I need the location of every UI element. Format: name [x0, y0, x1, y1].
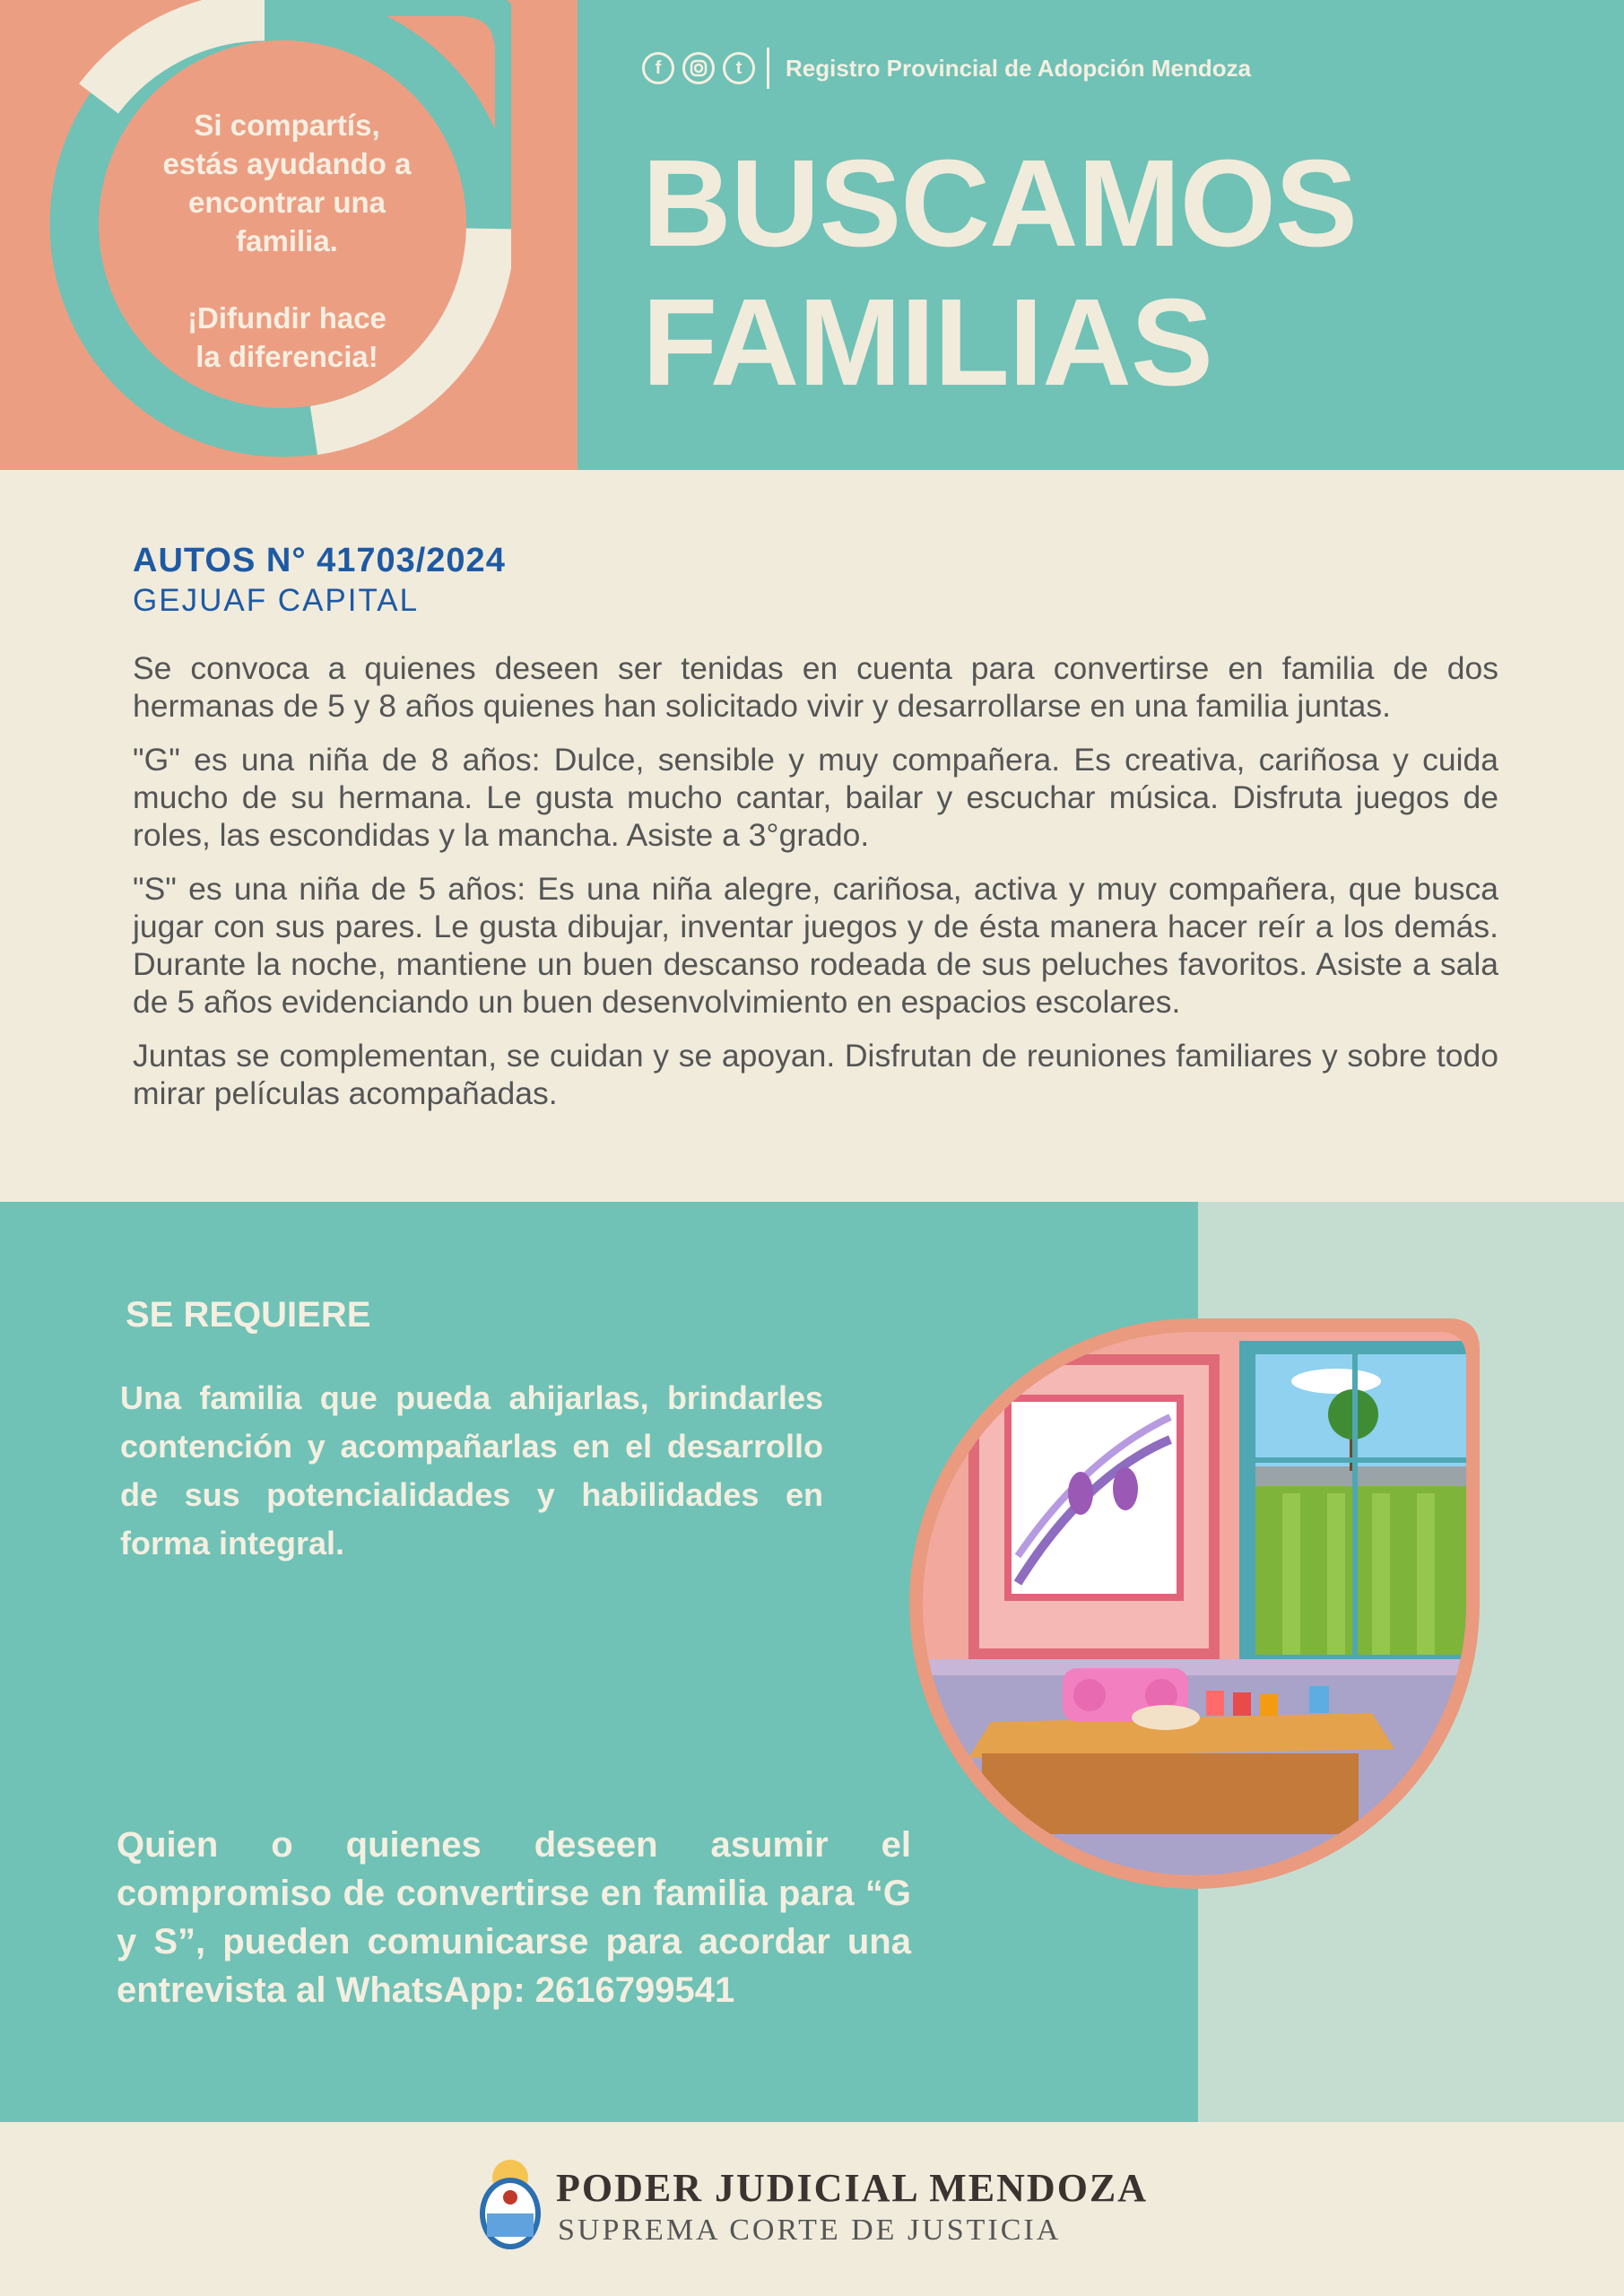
promo-line: familia. — [236, 224, 338, 257]
org-name: PODER JUDICIAL MENDOZA — [556, 2166, 1149, 2210]
promo-line: encontrar una — [187, 186, 386, 219]
court-name: GEJUAF CAPITAL — [133, 583, 420, 618]
court-emblem-icon — [475, 2152, 545, 2251]
divider — [767, 48, 769, 89]
twitter-icon[interactable]: t — [723, 52, 755, 84]
registro-label: Registro Provincial de Adopción Mendoza — [786, 54, 1252, 82]
case-number: AUTOS N° 41703/2024 — [133, 542, 506, 579]
promo-message — [135, 106, 439, 376]
paragraph: Se convoca a quienes deseen ser tenidas en cuenta para convertirse en familia de dos hermanas de 5 y 8 años quienes han solicitado vivir y desarrollarse en una familia juntas. — [133, 650, 1498, 724]
requirement-title: SE REQUIERE — [126, 1295, 371, 1335]
contact-text: Quien o quienes deseen asumir el compromiso de convertirse en familia para “G y S”, pueden comunicarse para acordar una entrevista al WhatsApp: 2616799541 — [117, 1825, 911, 2010]
paragraph: "S" es una niña de 5 años: Es una niña alegre, cariñosa, activa y muy compañera, que busca jugar con sus pares. Le gusta dibujar, inventar juegos y de ésta manera hacer reír a los demás. Durante la noche, mantiene un buen descanso rodeada de sus peluches favoritos. Asiste a sala de 5 años evidenciando un buen desenvolvimiento en espacios escolares. — [133, 871, 1498, 1020]
case-description — [133, 649, 1498, 1128]
promo-line: estás ayudando a — [162, 147, 412, 180]
requirement-text: Una familia que pueda ahijarlas, brindarles contención y acompañarlas en el desarrollo de sus potencialidades y habilidades en forma integral. — [120, 1379, 823, 1561]
social-bar — [642, 50, 1251, 86]
promo-line: Si compartís, — [194, 109, 380, 142]
page-title — [642, 135, 1593, 413]
promo-panel — [0, 0, 578, 470]
paragraph: Juntas se complementan, se cuidan y se apoyan. Disfrutan de reuniones familiares y sobre todo mirar películas acompañadas. — [133, 1038, 1498, 1111]
promo-line: ¡Difundir hace — [187, 301, 386, 335]
instagram-icon[interactable] — [682, 52, 715, 84]
facebook-icon[interactable]: f — [642, 52, 674, 84]
room-illustration — [906, 1314, 1484, 1892]
promo-line: la diferencia! — [195, 340, 378, 373]
paragraph: "G" es una niña de 8 años: Dulce, sensible y muy compañera. Es creativa, cariñosa y cuida mucho de su hermana. Le gusta mucho cantar, bailar y escuchar música. Disfruta juegos de roles, las escondidas y la mancha. Asiste a 3°grado. — [133, 742, 1498, 853]
title-line: FAMILIAS — [642, 274, 1212, 412]
title-line: BUSCAMOS — [642, 135, 1358, 273]
org-subtitle: SUPREMA CORTE DE JUSTICIA — [558, 2213, 1062, 2247]
